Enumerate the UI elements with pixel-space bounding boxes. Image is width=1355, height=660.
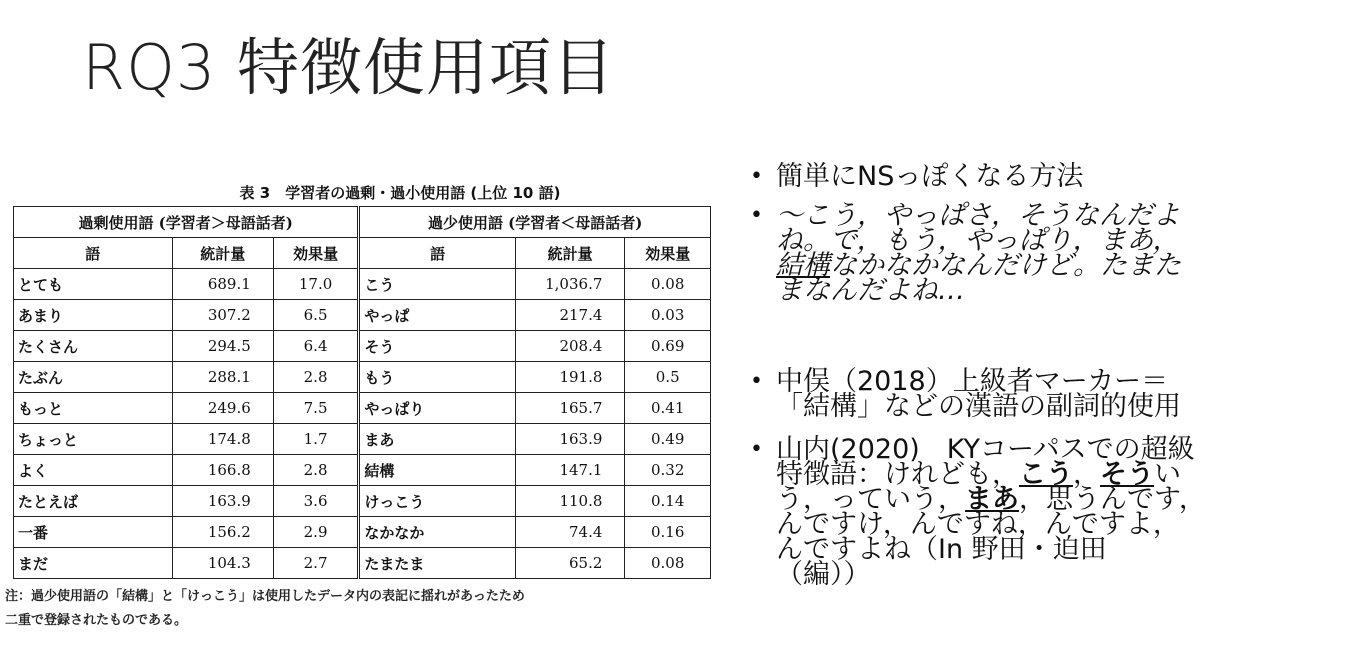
stat-cell: 288.1 [172, 362, 273, 393]
word-cell: もう [359, 362, 516, 393]
text-span: い [1154, 459, 1181, 490]
stat-cell: 191.8 [515, 362, 625, 393]
word-cell: たぶん [14, 362, 173, 393]
effect-cell: 1.7 [273, 424, 359, 455]
bullet-text: 簡単にNSっぽくなる方法 [776, 161, 1084, 192]
underlined-bold-word: そう [1100, 459, 1154, 490]
word-cell: こう [359, 269, 516, 300]
table-note-line: 二重で登録されたものである。 [5, 613, 188, 628]
col-effect-header: 効果量 [273, 238, 359, 269]
effect-cell: 2.9 [273, 517, 359, 548]
text-span: ，思うんです， [1019, 484, 1206, 515]
effect-cell: 2.8 [273, 455, 359, 486]
table-note [5, 585, 725, 633]
table-row [14, 393, 711, 424]
bullet-line: 「結構」などの漢語の副詞的使用 [776, 391, 1181, 422]
effect-cell: 0.5 [625, 362, 711, 393]
group-header-underuse: 過少使用語 (学習者＜母語話者) [359, 207, 711, 238]
word-cell: ちょっと [14, 424, 173, 455]
usage-table [13, 206, 711, 579]
table-row [14, 362, 711, 393]
stat-cell: 208.4 [515, 331, 625, 362]
bullet-line: まなんだよね… [776, 275, 965, 306]
effect-cell: 6.4 [273, 331, 359, 362]
stat-cell: 147.1 [515, 455, 625, 486]
stat-cell: 166.8 [172, 455, 273, 486]
effect-cell: 3.6 [273, 486, 359, 517]
effect-cell: 0.14 [625, 486, 711, 517]
effect-cell: 0.08 [625, 548, 711, 579]
effect-cell: 7.5 [273, 393, 359, 424]
text-span: う，っていう， [776, 484, 965, 515]
bullet-dot-icon: • [750, 164, 763, 189]
bullet-line: んですけ，んですね，んですよ， [776, 509, 1180, 540]
table-row [14, 300, 711, 331]
bullet-line: 中俣（2018）上級者マーカー＝ [776, 366, 1169, 397]
word-cell: やっぱり [359, 393, 516, 424]
table-row [14, 455, 711, 486]
effect-cell: 0.32 [625, 455, 711, 486]
word-cell: まあ [359, 424, 516, 455]
col-stat-header: 統計量 [515, 238, 625, 269]
stat-cell: 163.9 [515, 424, 625, 455]
text-span: ， [1073, 459, 1100, 490]
stat-cell: 163.9 [172, 486, 273, 517]
word-cell: まだ [14, 548, 173, 579]
group-header-overuse: 過剰使用語 (学習者＞母語話者) [14, 207, 359, 238]
column-header-row [14, 238, 711, 269]
effect-cell: 6.5 [273, 300, 359, 331]
stat-cell: 294.5 [172, 331, 273, 362]
stat-cell: 165.7 [515, 393, 625, 424]
word-cell: よく [14, 455, 173, 486]
text-span: 特徴語：けれども， [776, 459, 1019, 490]
stat-cell: 65.2 [515, 548, 625, 579]
bullet-item [748, 200, 1348, 306]
bullet-line: 山内(2020) KYコーパスでの超級 [776, 434, 1195, 465]
slide-title: RQ3 特徴使用項目 [82, 31, 616, 104]
bullet-line: ね。で，もう，やっぱり，まあ， [776, 225, 1180, 256]
stat-cell: 174.8 [172, 424, 273, 455]
effect-cell: 2.8 [273, 362, 359, 393]
bullet-item [748, 366, 1348, 422]
bullet-line-rest: なかなかなんだけど。たまた [830, 250, 1181, 281]
word-cell: やっぱ [359, 300, 516, 331]
table-row [14, 424, 711, 455]
table-row [14, 517, 711, 548]
col-effect-header: 効果量 [625, 238, 711, 269]
word-cell: 一番 [14, 517, 173, 548]
col-stat-header: 統計量 [172, 238, 273, 269]
word-cell: 結構 [359, 455, 516, 486]
bullet-list [748, 161, 1348, 590]
table-row [14, 269, 711, 300]
stat-cell: 689.1 [172, 269, 273, 300]
table-row [14, 331, 711, 362]
stat-cell: 156.2 [172, 517, 273, 548]
underlined-bold-word: こう [1019, 459, 1073, 490]
table-note-line: 注：過少使用語の「結構」と「けっこう」は使用したデータ内の表記に揺れがあったため [5, 589, 525, 604]
underlined-word: 結構 [776, 250, 830, 281]
stat-cell: 217.4 [515, 300, 625, 331]
stat-cell: 110.8 [515, 486, 625, 517]
table-row [14, 548, 711, 579]
underlined-bold-word: まあ [965, 484, 1019, 515]
effect-cell: 0.41 [625, 393, 711, 424]
word-cell: たまたま [359, 548, 516, 579]
bullet-line: ～こう，やっぱさ，そうなんだよ [776, 200, 1180, 231]
effect-cell: 0.03 [625, 300, 711, 331]
stat-cell: 74.4 [515, 517, 625, 548]
word-cell: あまり [14, 300, 173, 331]
word-cell: なかなか [359, 517, 516, 548]
word-cell: そう [359, 331, 516, 362]
bullet-dot-icon: • [750, 437, 763, 462]
table-caption: 表 3 学習者の過剰・過小使用語 (上位 10 語) [239, 184, 561, 202]
bullet-item [748, 161, 1348, 192]
stat-cell: 1,036.7 [515, 269, 625, 300]
stat-cell: 249.6 [172, 393, 273, 424]
col-word-header: 語 [14, 238, 173, 269]
col-word-header: 語 [359, 238, 516, 269]
stat-cell: 307.2 [172, 300, 273, 331]
word-cell: もっと [14, 393, 173, 424]
table-row [14, 486, 711, 517]
bullet-line: んですよね（In 野田・迫田 [776, 534, 1107, 565]
table-figure [5, 180, 725, 633]
effect-cell: 0.08 [625, 269, 711, 300]
effect-cell: 17.0 [273, 269, 359, 300]
word-cell: たくさん [14, 331, 173, 362]
bullet-item [748, 434, 1348, 590]
word-cell: とても [14, 269, 173, 300]
stat-cell: 104.3 [172, 548, 273, 579]
effect-cell: 0.16 [625, 517, 711, 548]
word-cell: けっこう [359, 486, 516, 517]
effect-cell: 0.69 [625, 331, 711, 362]
bullet-dot-icon: • [750, 203, 763, 228]
effect-cell: 0.49 [625, 424, 711, 455]
bullet-dot-icon: • [750, 369, 763, 394]
bullet-line: （編）） [776, 559, 871, 590]
effect-cell: 2.7 [273, 548, 359, 579]
word-cell: たとえば [14, 486, 173, 517]
